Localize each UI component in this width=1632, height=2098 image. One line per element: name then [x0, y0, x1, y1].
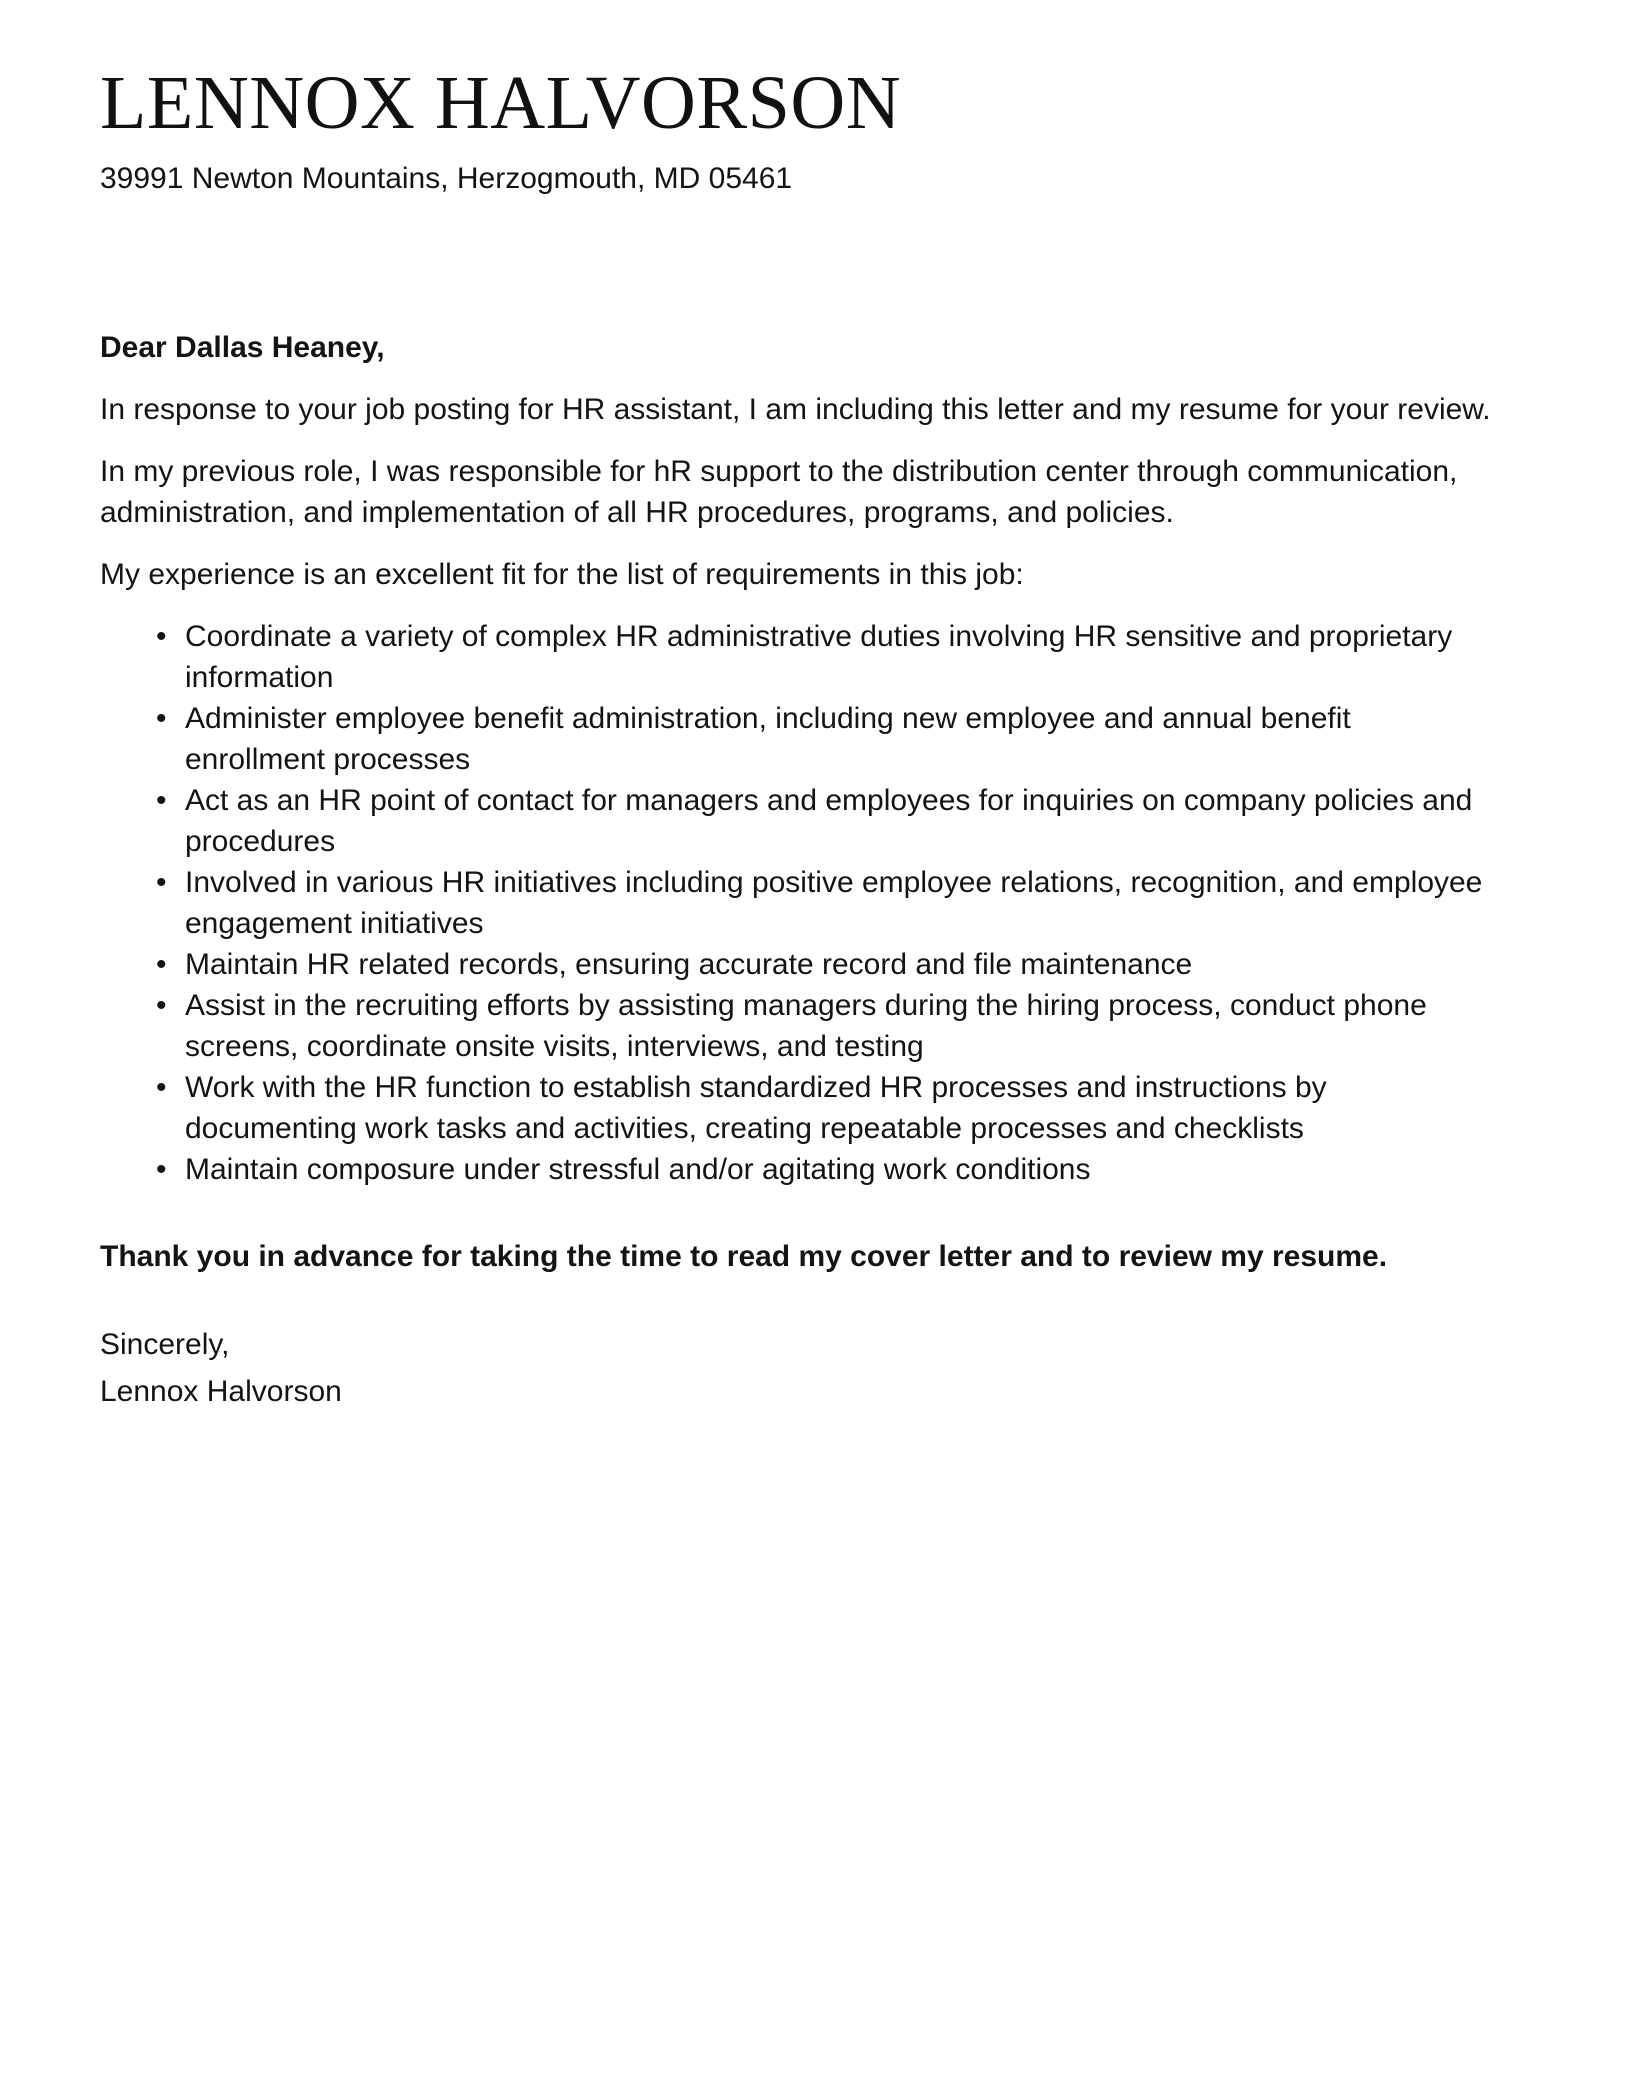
list-item-text: Maintain HR related records, ensuring accurate record and file maintenance — [185, 948, 1193, 982]
paragraph-experience-fit: My experience is an excellent fit for the list of requirements in this job: — [100, 558, 1024, 592]
bullet-icon: • — [156, 702, 167, 736]
list-item — [156, 1149, 1492, 1190]
list-item-text: Maintain composure under stressful and/or agitating work conditions — [185, 1153, 1091, 1187]
list-item — [156, 1067, 1492, 1149]
requirements-list — [100, 616, 1492, 1190]
paragraph-previous-role: In my previous role, I was responsible for hR support to the distribution center through communication, administration, and implementation of all HR procedures, programs, and policies. — [100, 455, 1458, 530]
list-item-text: Assist in the recruiting efforts by assisting managers during the hiring process, conduct phone screens, coordinate onsite visits, interviews, and testing — [185, 989, 1427, 1064]
bullet-icon: • — [156, 1153, 167, 1187]
signoff-block — [100, 1321, 1492, 1415]
list-item-text: Administer employee benefit administration, including new employee and annual benefit enrollment processes — [185, 702, 1351, 777]
list-item — [156, 862, 1492, 944]
author-address: 39991 Newton Mountains, Herzogmouth, MD 05461 — [100, 162, 793, 196]
signature-name: Lennox Halvorson — [100, 1375, 342, 1409]
bullet-icon: • — [156, 948, 167, 982]
letter-body — [100, 327, 1492, 1415]
paragraph-intro: In response to your job posting for HR assistant, I am including this letter and my resume for your review. — [100, 393, 1491, 427]
author-name: LENNOX HALVORSON — [100, 61, 902, 145]
bullet-icon: • — [156, 989, 167, 1023]
list-item-text: Coordinate a variety of complex HR administrative duties involving HR sensitive and proprietary information — [185, 620, 1453, 695]
bullet-icon: • — [156, 1071, 167, 1105]
bullet-icon: • — [156, 784, 167, 818]
list-item — [156, 780, 1492, 862]
list-item — [156, 698, 1492, 780]
closing-statement: Thank you in advance for taking the time to read my cover letter and to review my resume. — [100, 1240, 1388, 1274]
salutation: Dear Dallas Heaney, — [100, 331, 385, 365]
list-item-text: Act as an HR point of contact for managers and employees for inquiries on company policies and procedures — [185, 784, 1473, 859]
list-item-text: Work with the HR function to establish standardized HR processes and instructions by documenting work tasks and activities, creating repeatable processes and checklists — [185, 1071, 1327, 1146]
list-item — [156, 616, 1492, 698]
list-item — [156, 985, 1492, 1067]
list-item-text: Involved in various HR initiatives including positive employee relations, recognition, and employee engagement initiatives — [185, 866, 1483, 941]
signoff: Sincerely, — [100, 1328, 230, 1362]
bullet-icon: • — [156, 620, 167, 654]
list-item — [156, 944, 1492, 985]
letter-header — [100, 58, 1492, 199]
bullet-icon: • — [156, 866, 167, 900]
